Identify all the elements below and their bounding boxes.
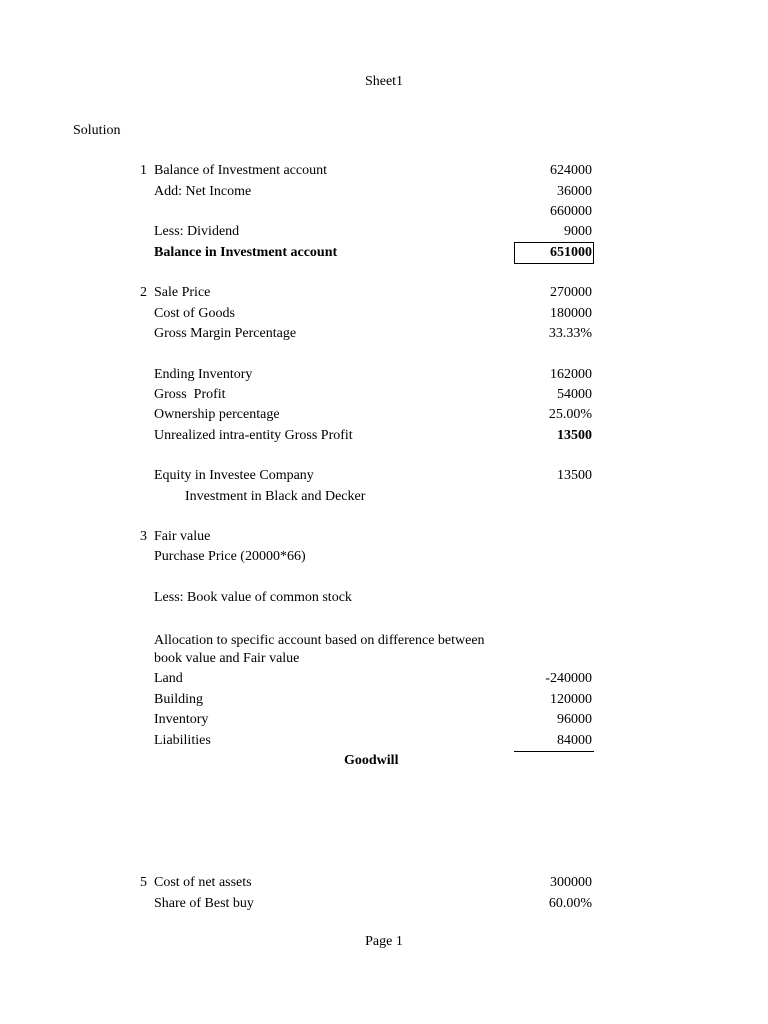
row-label: Allocation to specific account based on difference between xyxy=(154,633,485,648)
row-label: Ending Inventory xyxy=(154,367,253,382)
section-number-5: 5 xyxy=(140,875,147,890)
row-label: Purchase Price (20000*66) xyxy=(154,549,306,564)
row-value: -240000 xyxy=(545,671,592,686)
row-label: Balance of Investment account xyxy=(154,163,327,178)
row-value: 54000 xyxy=(557,387,592,402)
row-label: Land xyxy=(154,671,183,686)
underline-rule xyxy=(514,751,594,752)
row-label: Building xyxy=(154,692,204,707)
section-number-2: 2 xyxy=(140,285,147,300)
page-footer: Page 1 xyxy=(365,934,403,949)
row-label: Gross Profit xyxy=(154,387,226,402)
row-value: 84000 xyxy=(557,733,592,748)
section-number-3: 3 xyxy=(140,529,147,544)
row-label: Gross Margin Percentage xyxy=(154,326,297,341)
row-label: Fair value xyxy=(154,529,211,544)
row-label: Ownership percentage xyxy=(154,407,280,422)
solution-heading: Solution xyxy=(73,123,121,138)
row-label: Unrealized intra-entity Gross Profit xyxy=(154,428,353,443)
row-value: 120000 xyxy=(550,692,592,707)
row-value: 300000 xyxy=(550,875,592,890)
row-value: 25.00% xyxy=(548,407,592,422)
row-value: 36000 xyxy=(557,184,592,199)
row-value: 660000 xyxy=(550,204,592,219)
row-value: 624000 xyxy=(550,163,592,178)
row-label: book value and Fair value xyxy=(154,651,300,666)
row-value: 180000 xyxy=(550,306,592,321)
row-label: Share of Best buy xyxy=(154,896,254,911)
row-value: 270000 xyxy=(550,285,592,300)
total-label: Balance in Investment account xyxy=(154,245,338,260)
row-value: 33.33% xyxy=(548,326,592,341)
row-value: 13500 xyxy=(557,468,592,483)
row-label: Less: Dividend xyxy=(154,224,240,239)
row-label: Equity in Investee Company xyxy=(154,468,314,483)
row-value: 13500 xyxy=(557,428,592,443)
row-label: Less: Book value of common stock xyxy=(154,590,352,605)
sheet-title: Sheet1 xyxy=(364,74,404,89)
section-number-1: 1 xyxy=(140,163,147,178)
row-value: 9000 xyxy=(564,224,592,239)
row-value: 96000 xyxy=(557,712,592,727)
row-value: 60.00% xyxy=(548,896,592,911)
goodwill-label: Goodwill xyxy=(344,753,399,768)
row-label: Cost of Goods xyxy=(154,306,235,321)
row-label: Sale Price xyxy=(154,285,211,300)
row-label: Cost of net assets xyxy=(154,875,252,890)
row-label: Investment in Black and Decker xyxy=(185,489,366,504)
row-label: Inventory xyxy=(154,712,209,727)
row-value: 162000 xyxy=(550,367,592,382)
row-label: Add: Net Income xyxy=(154,184,252,199)
total-value: 651000 xyxy=(550,245,592,260)
row-label: Liabilities xyxy=(154,733,211,748)
